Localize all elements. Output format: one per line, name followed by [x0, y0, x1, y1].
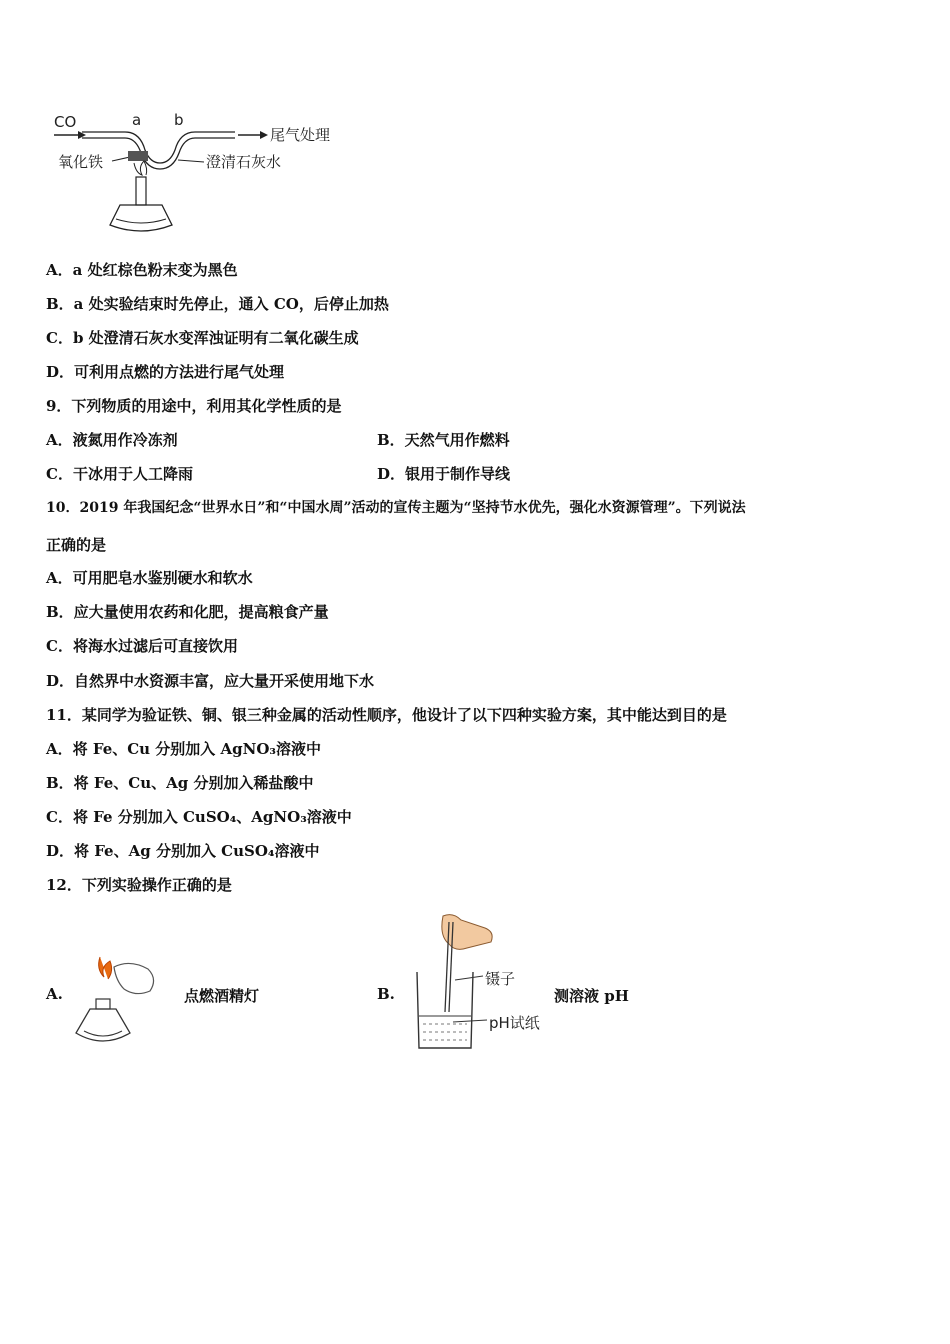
- measure-ph-figure: [405, 912, 555, 1052]
- q10-option-c: C．将海水过滤后可直接饮用: [46, 637, 238, 655]
- ph-paper-label: pH试纸: [489, 1014, 540, 1032]
- q10-stem-line2: 正确的是: [46, 536, 107, 554]
- q8-option-a: A．a 处红棕色粉末变为黑色: [46, 261, 238, 279]
- limewater-label: 澄清石灰水: [206, 153, 282, 171]
- pointer-line: [455, 976, 483, 980]
- q12-option-a-caption: 点燃酒精灯: [184, 987, 260, 1005]
- q10-stem-line1: 10．2019 年我国纪念“世界水日”和“中国水周”活动的宣传主题为“坚持节水优先，强化水资源管理”。下列说法: [46, 500, 746, 516]
- second-lamp: [114, 963, 154, 993]
- flame-icon: [99, 957, 112, 979]
- q10-option-a: A．可用肥皂水鉴别硬水和软水: [46, 569, 253, 587]
- q8-option-c: C．b 处澄清石灰水变浑浊证明有二氧化碳生成: [46, 329, 359, 347]
- b-label: b: [174, 111, 184, 129]
- q11-option-b: B．将 Fe、Cu、Ag 分别加入稀盐酸中: [46, 774, 314, 792]
- q12-option-b-caption: 测溶液 pH: [554, 987, 629, 1005]
- alcohol-lamp: [110, 205, 172, 231]
- arrow-head-icon: [260, 131, 268, 139]
- flame-icon: [134, 161, 147, 175]
- pointer-line: [112, 157, 130, 161]
- pointer-line: [453, 1020, 487, 1022]
- q9-stem: 9．下列物质的用途中，利用其化学性质的是: [46, 397, 342, 415]
- pointer-line: [178, 160, 204, 162]
- iron-oxide-label: 氧化铁: [58, 153, 104, 171]
- q11-stem: 11．某同学为验证铁、铜、银三种金属的活动性顺序，他设计了以下四种实验方案，其中能达到目的是: [46, 706, 727, 724]
- q8-option-d: D．可利用点燃的方法进行尾气处理: [46, 363, 285, 381]
- lamp-liquid: [84, 1031, 122, 1036]
- q10-option-b: B．应大量使用农药和化肥，提高粮食产量: [46, 603, 329, 621]
- lighting-alcohol-lamp-figure: [70, 945, 170, 1055]
- burner-wick: [136, 177, 146, 205]
- co-label: CO: [54, 113, 77, 131]
- q8-option-b: B．a 处实验结束时先停止，通入 CO，后停止加热: [46, 295, 389, 313]
- q10-option-d: D．自然界中水资源丰富，应大量开采使用地下水: [46, 672, 375, 690]
- q11-option-a: A．将 Fe、Cu 分别加入 AgNO₃溶液中: [46, 740, 321, 758]
- q9-option-d: D．银用于制作导线: [377, 465, 511, 483]
- tweezers-label: 镊子: [485, 970, 516, 988]
- q9-option-b: B．天然气用作燃料: [377, 431, 510, 449]
- lamp-liquid: [116, 219, 166, 223]
- q9-option-c: C．干冰用于人工降雨: [46, 465, 193, 483]
- q12-stem: 12．下列实验操作正确的是: [46, 876, 232, 894]
- q11-option-c: C．将 Fe 分别加入 CuSO₄、AgNO₃溶液中: [46, 808, 352, 826]
- solution: [423, 1024, 467, 1040]
- q9-option-a: A．液氮用作冷冻剂: [46, 431, 178, 449]
- a-label: a: [132, 111, 142, 129]
- iron-oxide-powder: [128, 151, 148, 161]
- co-reduction-apparatus-diagram: [50, 105, 370, 245]
- lamp-neck: [96, 999, 110, 1009]
- q12-option-a-letter: A.: [46, 985, 63, 1003]
- hand-icon: [442, 915, 492, 950]
- q11-option-d: D．将 Fe、Ag 分别加入 CuSO₄溶液中: [46, 842, 320, 860]
- q12-option-b-letter: B.: [377, 985, 395, 1003]
- tail-gas-label: 尾气处理: [270, 126, 331, 144]
